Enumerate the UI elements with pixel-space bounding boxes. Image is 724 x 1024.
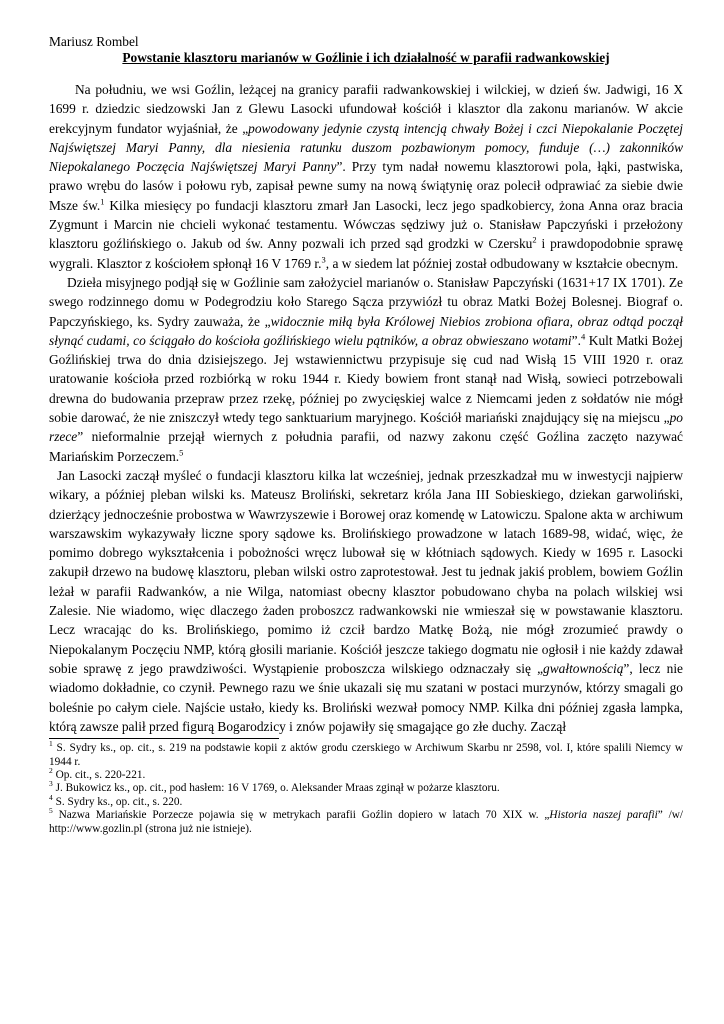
document-title: Powstanie klasztoru marianów w Goźlinie i ich działalność w parafii radwankowskiej [122, 50, 610, 65]
text: Jan Lasocki zaczął myśleć o fundacji klasztoru kilka lat wcześniej, jednak przeszkadzał mu w inwestycji najpierw wikary, a później pleban wilski ks. Mateusz Broliński, sekretarz króla Jana III Sobieskiego, dziekan garwoliński, dzierżący jednocześnie probostwa w Wawrzyszewie i Borowej oraz komendę w Latowiczu. Spalone akta w archiwum warszawskim wykazywały liczne spory sądowe ks. Brolińskiego prowadzone w latach 1689-98, widać, więc, że pomimo dobrego wykształcenia i pobożności wręcz lubował się w kłótniach sądowych. Kiedy w 1695 r. Lasocki zakupił drzewo na budowę klasztoru, pleban wilski ostro zaprotestował. Jest tu jednak jakiś problem, bowiem Goźlin leżał w parafii Radwanków, a nie Wilga, natomiast obecny klasztor pobudowano chyba na polach wilskiej wsi Zalesie. Nie wiadomo, więc dlaczego żaden proboszcz radwankowski nie wmieszał się w powstawanie klasztoru. Lecz wracając do ks. Brolińskiego, pomimo iż czcił bardzo Matkę Bożą, nie mógł zrozumieć prawdy o Niepokalanym Poczęciu NMP, którą głosili marianie. Kościół jeszcze takiego dogmatu nie ogłosił i nie każdy zdawał sobie sprawę z jego prawdziwości. Wystąpienie proboszcza wilskiego odznaczały się „ [49, 467, 683, 676]
text: Kult Matki Bożej Goźlińskiej trwa do dnia dzisiejszego. Jej wstawiennictwu przypisuje się cud nad Wisłą 15 VIII 1920 r. oraz uratowanie kościoła przed rozbiórką w roku 1944 r. Kiedy bowiem front stanął nad Wisłą, sowieci potrzebowali drewna do budowania przepraw przez rzekę, później po zwycięskiej walce z Niemcami jeden z sołdatów nie mógł sobie darować, że nie zniszczył wtedy tego sanktuarium maryjnego. Kościół mariański znajdujący się na miejscu „ [49, 332, 684, 426]
footnote-text: S. Sydry ks., op. cit., s. 220. [52, 795, 183, 808]
footnotes [49, 739, 684, 836]
footnote-quote: Historia naszej parafii [549, 809, 658, 822]
footnote-5 [49, 806, 684, 836]
footnote-ref-5: 5 [179, 447, 184, 458]
text: ” nieformalnie przejął wiernych z południa parafii, od nazwy zakonu część Goźlina zaczęto nazywać Mariańskim Porzeczem. [49, 429, 683, 464]
document-body [49, 80, 683, 736]
footnote-ref-3: 3 [321, 254, 326, 265]
footnote-ref-1: 1 [100, 196, 105, 207]
footnote-text: Nazwa Mariańskie Porzecze pojawia się w metrykach parafii Goźlin dopiero w latach 70 XIX w. „ [52, 809, 550, 822]
footnote-text: ” /w/ http://www.gozlin.pl (strona już nie istnieje). [49, 809, 684, 835]
text: Na południu, we wsi Goźlin, leżącej na granicy parafii radwankowskiej i wilckiej, w dzień św. Jadwigi, 16 X 1699 r. dziedzic siedzowski Jan z Glewu Lasocki ufundował kościół i klasztor dla zakonu marianów. W akcie erekcyjnym fundator wyjaśniał, że „ [49, 82, 683, 136]
footnote-number: 2 [49, 766, 53, 776]
text: ”. Przy tym nadał nowemu klasztorowi pola, łąki, pastwiska, prawo wrębu do lasów i połowu ryb, zapisał pewne sumy na nową świątynię oraz polecił odprawiać za siebie dwie Msze św. [49, 159, 683, 213]
paragraph-1 [49, 80, 683, 273]
footnote-number: 3 [49, 779, 53, 789]
text: , a w siedem lat później został odbudowany w kształcie obecnym. [325, 255, 679, 271]
quote: widocznie miłą była Królowej Niebios zrobiona ofiara, obraz odtąd począł słynąć cudami, co ściągało do kościoła goźlińskiego wielu pątników, a obraz obwieszano wotami [49, 313, 683, 348]
text: Dzieła misyjnego podjął się w Goźlinie sam założyciel marianów o. Stanisław Papczyński (1631+17 IX 1701). Ze swego rodzinnego domu w Podegrodziu koło Starego Sącza przywiózł tu obraz Matki Bożej Bolesnej. Biograf o. Papczyńskiego, ks. Sydry zauważa, że „ [49, 274, 683, 329]
footnote-text: S. Sydry ks., op. cit., s. 219 na podstawie kopii z aktów grodu czerskiego w Archiwum Skarbu nr 2598, vol. I, które spalili Niemcy w 1944 r. [49, 742, 683, 768]
footnote-2 [49, 766, 683, 782]
footnote-text: Op. cit., s. 220-221. [52, 768, 146, 781]
footnote-ref-4: 4 [580, 331, 586, 342]
footnote-separator [49, 738, 279, 739]
footnote-number: 1 [49, 739, 53, 749]
footnote-text: J. Bukowicz ks., op. cit., pod hasłem: 16 V 1769, o. Aleksander Mraas zginął w pożarze klasztoru. [52, 782, 500, 795]
footnote-1 [49, 739, 683, 769]
text: i prawdopodobnie sprawę wygrali. Klasztor z kościołem spłonął 16 V 1769 r. [49, 236, 683, 271]
footnote-number: 4 [49, 792, 53, 802]
text: ”. [571, 332, 581, 348]
quote: powodowany jedynie czystą intencją chwały Bożej i czci Niepokalanie Poczętej Najświętszej Maryi Panny, dla niesienia ratunku duszom pozbawionym pomocy, funduje (…) zakonników Niepokalanego Poczęcia Najświętszej Maryi Panny [49, 120, 683, 175]
text: Kilka miesięcy po fundacji klasztoru zmarł Jan Lasocki, lecz jego spadkobiercy, żona Anna oraz bracia Zygmunt i Marcin nie chcieli wykonać testamentu. Wówczas sędziwy już o. Stanisław Papczyński i przełożony klasztoru goźlińskiego o. Jakub od św. Anny pozwali ich przed sąd grodzki w Czersku [49, 197, 683, 252]
quote: gwałtownością [543, 660, 624, 676]
text: ”, lecz nie wiadomo dokładnie, co czynił. Pewnego razu we śnie ukazali się mu szatani w postaci murzynów, którzy smagali go boleśnie po całym ciele. Najście ustało, kiedy ks. Broliński wezwał pomocy NMP. Kilka dni później zgasła lampka, którą zawsze palił przed figurą Bogarodzicy i znów pojawiły się smagające go złe duchy. Zaczął [49, 660, 683, 734]
footnote-3 [49, 779, 683, 795]
footnote-ref-2: 2 [532, 234, 537, 245]
quote: po rzece [49, 410, 683, 445]
footnote-4 [49, 792, 683, 809]
document-page [49, 34, 683, 836]
footnote-number: 5 [49, 806, 53, 816]
paragraph-3 [49, 466, 683, 736]
paragraph-2 [49, 273, 683, 466]
author-name: Mariusz Rombel [49, 34, 139, 49]
